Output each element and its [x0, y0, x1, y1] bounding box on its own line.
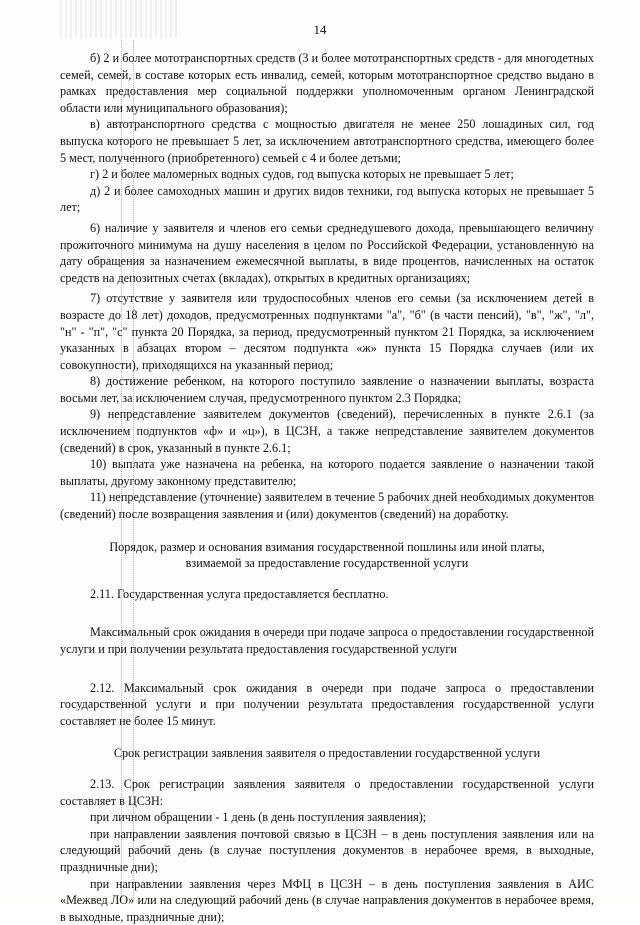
section-heading-fee: Порядок, размер и основания взимания государственной пошлины или иной платы, взимаемой за предоставление государственной услуги — [109, 539, 545, 571]
registration-item: при направлении заявления почтовой связью в ЦСЗН – в день поступления заявления или на следующий рабочий день (в случае поступления документов в нерабочее время, в выходные, праздничные дни); — [60, 826, 594, 874]
paragraph-2-13: 2.13. Срок регистрации заявления заявителя о предоставлении государственной услуги составляет в ЦСЗН: — [60, 776, 594, 808]
page-number: 14 — [313, 22, 327, 37]
paragraph-2-12: 2.12. Максимальный срок ожидания в очереди при подаче запроса о предоставлении государственной услуги и при получении результата предоставления государственной услуги составляет не более 15 минут. — [60, 680, 594, 728]
paragraph: 11) непредставление (уточнение) заявителем в течение 5 рабочих дней необходимых документов (сведений) после возвращения заявления и (или) документов (сведений) на доработку. — [60, 490, 594, 522]
document-body — [60, 50, 594, 925]
paragraph-2-11: 2.11. Государственная услуга предоставляется бесплатно. — [90, 586, 389, 601]
paragraph: в) автотранспортного средства с мощностью двигателя не менее 250 лошадиных сил, год выпуска которого не превышает 5 лет, за исключением автотранспортного средства, имеющего более 5 мест, полученного (приобретенного) семьей с 4 и более детьми; — [60, 117, 594, 165]
paragraph: г) 2 и более маломерных водных судов, год выпуска которых не превышает 5 лет; — [90, 167, 514, 182]
section-heading-registration: Срок регистрации заявления заявителя о предоставлении государственной услуги — [113, 746, 541, 761]
registration-item: при направлении заявления через МФЦ в ЦСЗН – в день поступления заявления в АИС «Межвед ЛО» или на следующий рабочий день (в случае направления документов в нерабочее время, в выходные, праздничные дни); — [60, 876, 594, 924]
paragraph: 6) наличие у заявителя и членов его семьи среднедушевого дохода, превышающего величину прожиточного минимума на душу населения в целом по Российской Федерации, установленную на дату обращения за назначением ежемесячной выплаты, в виде процентов, начисленных на остаток средств на депозитных счетах (вкладах), открытых в кредитных организациях; — [60, 220, 594, 285]
paragraph: д) 2 и более самоходных машин и других видов техники, год выпуска которых не превышает 5 лет; — [60, 183, 594, 215]
registration-item: при личном обращении - 1 день (в день поступления заявления); — [90, 810, 427, 825]
paragraph: 7) отсутствие у заявителя или трудоспособных членов его семьи (за исключением детей в возрасте до 18 лет) доходов, предусмотренных подпунктами "а", "б" (в части пенсий), "в", "ж", "л", "н" - "п", "с" пункта 20 Порядка, за период, предусмотренный пунктом 21 Порядка, за исключением указанных в абзацах втором – десятом подпункта «ж» пункта 15 Порядка случаев (или их совокупности), приходящихся на указанный период; — [60, 291, 594, 372]
paragraph: 10) выплата уже назначена на ребенка, на которого подается заявление о назначении такой выплаты, другому законному представителю; — [60, 457, 594, 488]
paragraph: б) 2 и более мототранспортных средств (3 и более мототранспортных средств - для многодетных семей, семей, в составе которых есть инвалид, семей, которым мототранспортное средство выдано в рамках предоставления мер социальной поддержки уполномоченным органом Ленинградской области или муниципального образования); — [60, 51, 594, 115]
paragraph: 8) достижение ребенком, на которого поступило заявление о назначении выплаты, возраста восьми лет, за исключением случая, предусмотренного пунктом 2.3 Порядка; — [60, 374, 594, 405]
section-heading-max-wait: Максимальный срок ожидания в очереди при подаче запроса о предоставлении государственной услуги и при получении результата предоставления государственной услуги — [60, 625, 594, 656]
paragraph: 9) непредставление заявителем документов (сведений), перечисленных в пункте 2.6.1 (за исключением подпунктов «ф» и «ц»), в ЦСЗН, а также непредставление заявителем документов (сведений) в срок, указанный в пункте 2.6.1; — [60, 407, 594, 455]
